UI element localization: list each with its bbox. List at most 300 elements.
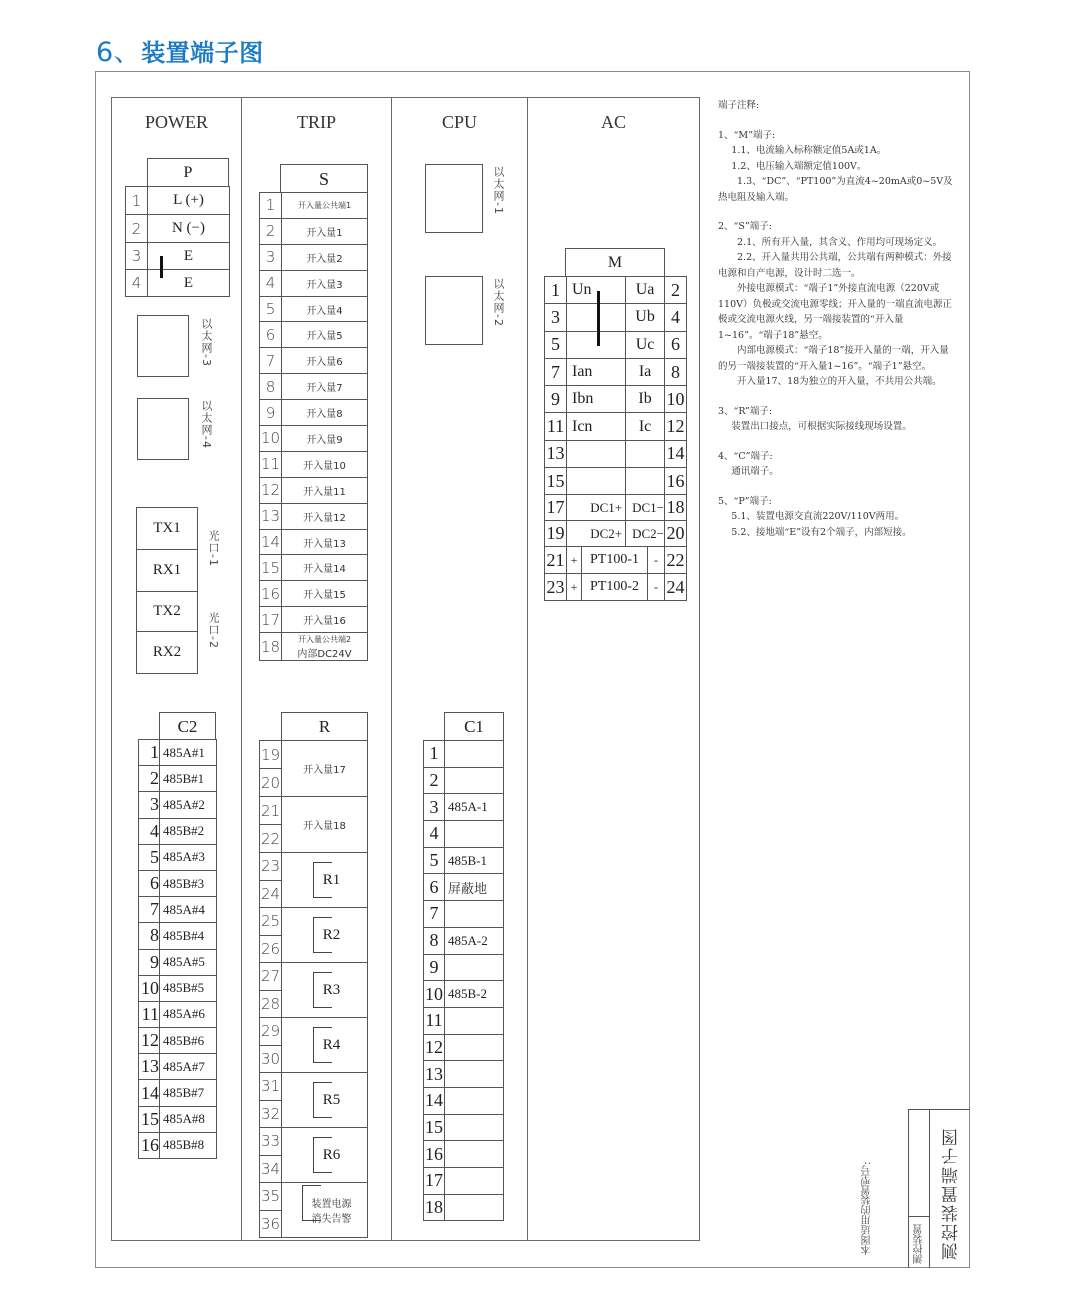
terminal-number: 13	[260, 503, 282, 529]
terminal-number: 12	[665, 413, 687, 440]
terminal-p-row	[126, 270, 230, 297]
terminal-r-row	[260, 963, 368, 991]
terminal-number: 4	[424, 821, 445, 848]
terminal-r-label	[282, 853, 368, 908]
terminal-r-row	[260, 1018, 368, 1046]
terminal-number: 12	[260, 477, 282, 503]
terminal-number: 10	[260, 426, 282, 452]
page-title	[96, 30, 264, 69]
title-block-divider	[929, 1110, 930, 1268]
terminal-c2-header: C2	[159, 712, 216, 739]
notes-item: 外接电源模式：“端子1”外接直流电源（220V或110V）负极或交流电源零线；开入量的一端直流电源正极或交流电源火线，另一端接装置的“开入量1~16”。“端子18”悬空。	[718, 283, 952, 341]
ethernet-port-4	[137, 398, 189, 460]
optical-rx1: RX1	[137, 550, 198, 592]
terminal-r-label	[282, 908, 368, 963]
terminal-label: Ub	[626, 304, 665, 331]
terminal-label: DC1−	[626, 495, 665, 521]
terminal-label: Uc	[626, 331, 665, 358]
terminal-number: 23	[260, 853, 282, 881]
terminal-number: 4	[126, 270, 148, 297]
ground-short-bar	[160, 256, 163, 278]
terminal-c2-row	[139, 766, 217, 792]
terminal-label: 开入量3	[282, 270, 368, 296]
terminal-s-row	[260, 633, 368, 661]
terminal-c2-row	[139, 870, 217, 896]
terminal-label: 开入量7	[282, 374, 368, 400]
terminal-label-line1: 开入量公共端2	[297, 634, 352, 644]
terminal-p-row	[126, 187, 230, 215]
terminal-label: 开入量6	[282, 348, 368, 374]
terminal-r-label	[282, 1018, 368, 1073]
terminal-label: 开入量9	[282, 426, 368, 452]
terminal-c1-row	[424, 1168, 504, 1195]
terminal-s-row	[260, 581, 368, 607]
terminal-number: 3	[424, 794, 445, 821]
terminal-c2-row	[139, 818, 217, 844]
terminal-number: 17	[424, 1168, 445, 1195]
terminal-s-row	[260, 607, 368, 633]
terminal-number: 5	[139, 844, 160, 870]
terminal-s-row	[260, 426, 368, 452]
terminal-number: 17	[260, 607, 282, 633]
terminal-number: 6	[260, 322, 282, 348]
terminal-c2-row	[139, 1106, 217, 1132]
terminal-number: 28	[260, 990, 282, 1018]
terminal-s-row	[260, 193, 368, 219]
terminal-label: L (+)	[148, 187, 230, 215]
terminal-m-row	[545, 358, 687, 385]
terminal-label	[445, 1168, 504, 1195]
terminal-p-header: P	[147, 158, 229, 186]
terminal-number: 12	[139, 1028, 160, 1054]
terminal-label: Icn	[567, 413, 626, 440]
terminal-label: 485B#3	[160, 870, 217, 896]
terminal-number: 15	[424, 1114, 445, 1141]
terminal-label: 485A-1	[445, 794, 504, 821]
notes-title: 端子注释:	[718, 100, 760, 111]
notes-item: 开入量17、18为独立的开入量，不共用公共端。	[737, 376, 942, 387]
notes-item: 2.1、所有开入量，其含义、作用均可现场定义。	[737, 236, 943, 248]
terminal-label: 485B#8	[160, 1132, 217, 1158]
notes-item: 2.2、开入量共用公共端，公共端有两种模式：外接电源和自产电源，设计时二选一。	[718, 252, 952, 279]
terminal-number: 8	[424, 927, 445, 954]
terminal-c1-row	[424, 927, 504, 954]
terminal-c2-row	[139, 897, 217, 923]
terminal-number: 3	[260, 244, 282, 270]
terminal-m-header: M	[565, 248, 665, 276]
ethernet-port-3	[137, 315, 189, 377]
terminal-number: 24	[665, 574, 687, 601]
terminal-number: 15	[139, 1106, 160, 1132]
terminal-number: 14	[260, 529, 282, 555]
terminal-number: 27	[260, 963, 282, 991]
terminal-number: 22	[260, 825, 282, 853]
terminal-m-pt-row	[545, 574, 687, 601]
terminal-c2-row	[139, 1080, 217, 1106]
terminal-number: 5	[424, 847, 445, 874]
terminal-label: 开入量10	[282, 451, 368, 477]
terminal-r-table	[259, 740, 368, 1238]
terminal-c1-row	[424, 767, 504, 794]
relay-label: R2	[322, 926, 341, 943]
terminal-number: 7	[545, 358, 567, 385]
panel-power-title: POWER	[145, 112, 208, 132]
terminal-number: 18	[260, 633, 282, 661]
terminal-c2-row	[139, 949, 217, 975]
terminal-number: 1	[260, 193, 282, 219]
relay-label: R4	[322, 1036, 341, 1053]
relay-contact-icon	[309, 1147, 341, 1164]
terminal-c1-row	[424, 1061, 504, 1088]
terminal-number: 15	[545, 468, 567, 495]
terminal-label	[445, 954, 504, 981]
terminal-m-row	[545, 277, 687, 304]
terminal-label: Ian	[567, 358, 626, 385]
terminal-c2-row	[139, 1132, 217, 1158]
terminal-s-row	[260, 296, 368, 322]
terminal-c2-row	[139, 844, 217, 870]
terminal-number: 14	[665, 440, 687, 467]
terminal-number: 1	[545, 277, 567, 304]
terminal-c1-row	[424, 1034, 504, 1061]
terminal-m-row	[545, 440, 687, 467]
terminal-number: 16	[260, 581, 282, 607]
terminal-label: PT100-2	[582, 574, 648, 601]
terminal-label: 485B#2	[160, 818, 217, 844]
terminal-number: 8	[665, 358, 687, 385]
terminal-number: 10	[139, 975, 160, 1001]
terminal-label: N (−)	[148, 215, 230, 243]
panel-cpu-title: CPU	[441, 112, 477, 132]
terminal-c1-row	[424, 821, 504, 848]
terminal-label	[445, 901, 504, 928]
terminal-number: 2	[665, 277, 687, 304]
notes-item: 5.1、装置电源交直流220V/110V两用。	[731, 511, 905, 522]
terminal-label	[445, 767, 504, 794]
terminal-r-label	[282, 1073, 368, 1128]
voltage-neutral-short-bar	[597, 291, 600, 346]
terminal-label: E	[148, 270, 230, 297]
terminal-label	[445, 1061, 504, 1088]
terminal-c1-row	[424, 1194, 504, 1221]
terminal-c2-table	[138, 739, 217, 1159]
minus-sign: -	[648, 547, 665, 574]
notes-item: 5.2、接地端“E”设有2个端子，内部短接。	[731, 526, 912, 538]
terminal-label: 485A#6	[160, 1001, 217, 1027]
device-model: 测控装置	[914, 1224, 925, 1264]
terminal-label: 485B#5	[160, 975, 217, 1001]
terminal-s-row	[260, 244, 368, 270]
terminal-label: 485B#1	[160, 766, 217, 792]
terminal-number: 6	[665, 331, 687, 358]
terminal-label: 屏蔽地	[445, 874, 504, 901]
notes-item: 1.3、“DC”、“PT100”为直流4~20mA或0~5V及热电阻及输入端。	[718, 176, 953, 203]
minus-sign: -	[648, 574, 665, 601]
ethernet-port-4-label: 以太网-4	[200, 400, 213, 449]
terminal-m-row	[545, 521, 687, 547]
terminal-c1-row	[424, 847, 504, 874]
terminal-number: 22	[665, 547, 687, 574]
terminal-s-row	[260, 529, 368, 555]
terminal-number: 20	[260, 769, 282, 797]
terminal-number: 18	[665, 495, 687, 521]
terminal-label: Ic	[626, 413, 665, 440]
terminal-number: 29	[260, 1018, 282, 1046]
terminal-c1-row	[424, 741, 504, 768]
terminal-s-row	[260, 348, 368, 374]
title-block-divider	[909, 1216, 929, 1217]
terminal-number: 31	[260, 1073, 282, 1101]
relay-contact-icon	[309, 872, 341, 889]
terminal-label: 485A#5	[160, 949, 217, 975]
terminal-label: Ibn	[567, 386, 626, 413]
terminal-number: 4	[665, 304, 687, 331]
terminal-label	[445, 1087, 504, 1114]
terminal-r-header: R	[281, 712, 368, 740]
optical-rx2: RX2	[137, 632, 198, 674]
terminal-label	[282, 633, 368, 661]
terminal-number: 5	[545, 331, 567, 358]
terminal-label: 开入量11	[282, 477, 368, 503]
terminal-number: 20	[665, 521, 687, 547]
ethernet-port-3-label: 以太网-3	[200, 318, 213, 367]
terminal-c2-row	[139, 1028, 217, 1054]
terminal-number: 19	[260, 741, 282, 769]
notes-section-c: 4、“C”端子:	[718, 450, 773, 462]
ethernet-port-1-label: 以太网-1	[492, 166, 505, 215]
terminal-number: 12	[424, 1034, 445, 1061]
terminal-number: 7	[260, 348, 282, 374]
terminal-c1-row	[424, 874, 504, 901]
terminal-p-row	[126, 215, 230, 243]
terminal-number: 1	[126, 187, 148, 215]
terminal-c1-row	[424, 901, 504, 928]
terminal-number: 11	[139, 1001, 160, 1027]
terminal-label: 开入量13	[282, 529, 368, 555]
terminal-number: 2	[260, 218, 282, 244]
terminal-label	[445, 1141, 504, 1168]
terminal-label: 开入量15	[282, 581, 368, 607]
terminal-c1-header: C1	[444, 712, 504, 740]
optical-tx1: TX1	[137, 508, 198, 550]
terminal-number: 23	[545, 574, 567, 601]
terminal-label: Ia	[626, 358, 665, 385]
terminal-number: 11	[545, 413, 567, 440]
terminal-s-row	[260, 218, 368, 244]
terminal-p-table	[125, 186, 230, 297]
terminal-s-row	[260, 374, 368, 400]
terminal-label: 485A#2	[160, 792, 217, 818]
terminal-label: 485A#1	[160, 740, 217, 766]
terminal-c2-row	[139, 1001, 217, 1027]
terminal-label: 485B-2	[445, 981, 504, 1008]
terminal-label: 开入量1	[282, 218, 368, 244]
terminal-label: 开入量5	[282, 322, 368, 348]
terminal-r-row	[260, 1128, 368, 1156]
terminal-number: 13	[545, 440, 567, 467]
terminal-number: 6	[424, 874, 445, 901]
terminal-s-header: S	[280, 164, 368, 192]
terminal-m-row	[545, 413, 687, 440]
terminal-s-row	[260, 400, 368, 426]
terminal-label: 485B#7	[160, 1080, 217, 1106]
terminal-label	[445, 821, 504, 848]
relay-contact-icon	[309, 927, 341, 944]
terminal-label: 485A#8	[160, 1106, 217, 1132]
terminal-label: 485A-2	[445, 927, 504, 954]
terminal-number: 17	[545, 495, 567, 521]
notes-item: 通讯端子。	[731, 466, 779, 477]
terminal-p-row	[126, 243, 230, 270]
terminal-label: E	[148, 243, 230, 270]
panel-trip-title: TRIP	[296, 112, 336, 132]
terminal-number: 3	[126, 243, 148, 270]
terminal-r-label: 开入量17	[282, 741, 368, 797]
plus-sign: +	[567, 547, 582, 574]
optical-port-1-label: 光口-1	[207, 530, 220, 567]
terminal-s-row	[260, 270, 368, 296]
terminal-c1-row	[424, 954, 504, 981]
terminal-m-row	[545, 468, 687, 495]
terminal-label	[445, 1034, 504, 1061]
terminal-c1-row	[424, 1087, 504, 1114]
terminal-m-table	[544, 276, 687, 601]
terminal-label: Ib	[626, 386, 665, 413]
terminal-r-row	[260, 741, 368, 769]
terminal-c1-row	[424, 1114, 504, 1141]
terminal-number: 21	[545, 547, 567, 574]
terminal-c2-row	[139, 1054, 217, 1080]
terminal-number: 33	[260, 1128, 282, 1156]
notes-item: 内部电源模式：“端子18”接开入量的一端，开入量的另一端接装置的“开入量1~16”。“端子1”悬空。	[718, 345, 949, 372]
terminal-number: 10	[424, 981, 445, 1008]
terminal-label: 开入量12	[282, 503, 368, 529]
relay-label: R1	[322, 871, 341, 888]
terminal-number: 1	[424, 741, 445, 768]
terminal-m-pt-row	[545, 547, 687, 574]
terminal-r-label	[282, 1183, 368, 1238]
terminal-number: 8	[139, 923, 160, 949]
terminal-c1-table	[423, 740, 504, 1221]
ethernet-port-2-label: 以太网-2	[492, 278, 505, 327]
terminal-number: 9	[139, 949, 160, 975]
notes-section-s: 2、“S”端子:	[718, 221, 772, 232]
relay-label-line2: 消失告警	[311, 1213, 352, 1225]
terminal-number: 18	[424, 1194, 445, 1221]
terminal-c2-row	[139, 792, 217, 818]
terminal-label	[567, 468, 626, 495]
terminal-r-row	[260, 797, 368, 825]
terminal-r-row	[260, 908, 368, 936]
terminal-c2-row	[139, 740, 217, 766]
applicable-model-label: 本图适用的装置型号:	[862, 1161, 873, 1255]
terminal-number: 11	[424, 1007, 445, 1034]
terminal-label	[567, 440, 626, 467]
relay-contact-icon	[309, 1037, 341, 1054]
optical-port-2-label: 光口-2	[207, 612, 220, 649]
plus-sign: +	[567, 574, 582, 601]
notes-section-m: 1、“M”端子:	[718, 129, 776, 141]
terminal-number: 34	[260, 1155, 282, 1183]
terminal-number: 8	[260, 374, 282, 400]
terminal-number: 14	[424, 1087, 445, 1114]
notes-section-p: 5、“P”端子:	[718, 495, 772, 507]
terminal-label: 485B#6	[160, 1028, 217, 1054]
relay-label: R5	[322, 1091, 341, 1108]
terminal-c1-row	[424, 981, 504, 1008]
terminal-label: PT100-1	[582, 547, 648, 574]
terminal-label: 485B-1	[445, 847, 504, 874]
terminal-number: 15	[260, 555, 282, 581]
terminal-number: 16	[139, 1132, 160, 1158]
terminal-s-row	[260, 477, 368, 503]
terminal-label: 开入量2	[282, 244, 368, 270]
terminal-number: 25	[260, 908, 282, 936]
terminal-label: 485B#4	[160, 923, 217, 949]
terminal-number: 14	[139, 1080, 160, 1106]
page-title-number: 6、	[96, 37, 142, 68]
terminal-number: 13	[424, 1061, 445, 1088]
terminal-label	[445, 1194, 504, 1221]
terminal-label: DC2−	[626, 521, 665, 547]
terminal-label: 开入量公共端1	[282, 193, 368, 219]
terminal-c2-row	[139, 923, 217, 949]
notes-section-r: 3、“R”端子:	[718, 405, 773, 417]
terminal-number: 13	[139, 1054, 160, 1080]
terminal-s-row	[260, 451, 368, 477]
terminal-s-row	[260, 555, 368, 581]
optical-port-table	[136, 507, 198, 674]
terminal-number: 16	[424, 1141, 445, 1168]
terminal-number: 19	[545, 521, 567, 547]
ethernet-port-1	[425, 164, 483, 233]
terminal-label: Un	[567, 277, 626, 304]
terminal-c1-row	[424, 1007, 504, 1034]
terminal-number: 7	[424, 901, 445, 928]
terminal-number: 1	[139, 740, 160, 766]
terminal-c2-row	[139, 975, 217, 1001]
terminal-label: 开入量14	[282, 555, 368, 581]
terminal-label: Ua	[626, 277, 665, 304]
terminal-s-row	[260, 322, 368, 348]
terminal-r-row	[260, 1073, 368, 1101]
relay-label-line1: 装置电源	[311, 1198, 352, 1210]
optical-tx2: TX2	[137, 592, 198, 632]
terminal-number: 26	[260, 935, 282, 963]
terminal-number: 3	[545, 304, 567, 331]
terminal-number: 9	[545, 386, 567, 413]
relay-contact-icon	[309, 1092, 341, 1109]
terminal-label	[445, 1007, 504, 1034]
terminal-label	[626, 440, 665, 467]
notes-item: 1.2、电压输入端额定值100V。	[731, 160, 867, 172]
terminal-m-row	[545, 386, 687, 413]
terminal-label: 485A#4	[160, 897, 217, 923]
terminal-r-label	[282, 963, 368, 1018]
terminal-number: 32	[260, 1100, 282, 1128]
terminal-r-row	[260, 1183, 368, 1211]
terminal-label: 开入量4	[282, 296, 368, 322]
terminal-number: 2	[424, 767, 445, 794]
terminal-number: 16	[665, 468, 687, 495]
relay-contact-icon	[309, 982, 341, 999]
terminal-label-line2: 内部DC24V	[297, 648, 352, 660]
notes-item: 装置出口接点，可根据实际接线现场设置。	[731, 421, 912, 432]
terminal-r-label	[282, 1128, 368, 1183]
terminal-s-table	[259, 192, 368, 661]
terminal-m-row	[545, 331, 687, 358]
terminal-c1-row	[424, 1141, 504, 1168]
